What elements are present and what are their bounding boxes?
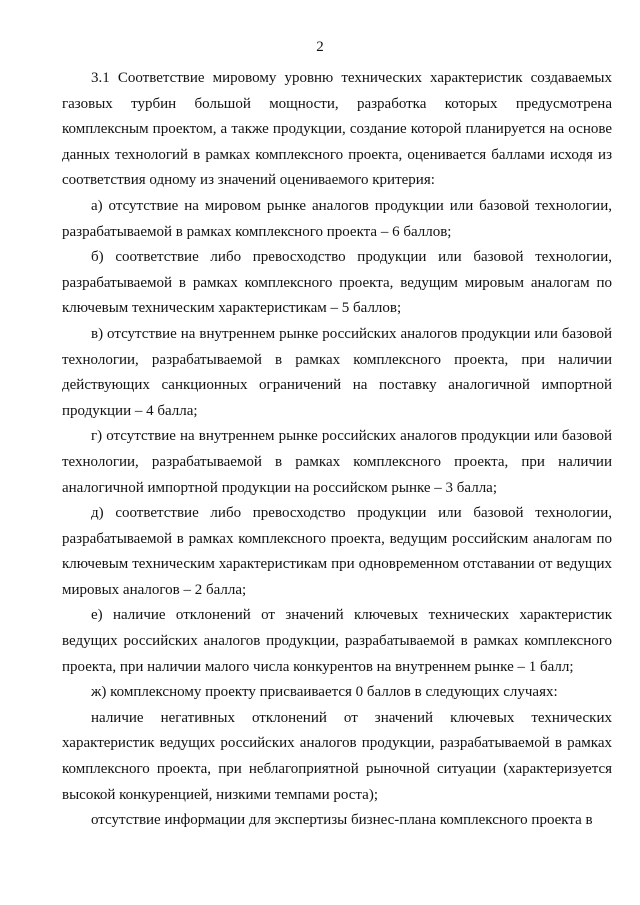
paragraph-3-1-criterion: 3.1 Соответствие мировому уровню технических характеристик создаваемых газовых турбин большой мощности, разработка которых предусмотрена комплексным проектом, а также продукции, создание которой планируется на основе данных технологий в рамках комплексного проекта, оценивается баллами исходя из соответствия одному из значений оцениваемого критерия: (62, 70, 612, 189)
paragraph-item-v: в) отсутствие на внутреннем рынке российских аналогов продукции или базовой технологии, разрабатываемой в рамках комплексного проекта, при наличии действующих санкционных ограничений на поставку аналогичной импортной продукции – 4 балла; (62, 325, 612, 419)
paragraph-item-d: д) соответствие либо превосходство продукции или базовой технологии, разрабатываемой в рамках комплексного проекта, ведущим российским аналогам по ключевым техническим характеристикам при одновременном отставании от ведущих мировых аналогов – 2 балла; (62, 505, 612, 598)
paragraph-item-e: е) наличие отклонений от значений ключевых технических характеристик ведущих российских аналогов продукции, разрабатываемой в рамках комплексного проекта, при наличии малого числа конкурентов на внутреннем рынке – 1 балл; (62, 607, 612, 675)
paragraph-zero-case-deviations: наличие негативных отклонений от значений ключевых технических характеристик ведущих российских аналогов продукции, разрабатываемой в рамках комплексного проекта, при неблагоприятной рыночной ситуации (характеризуется высокой конкуренцией, низкими темпами роста); (62, 709, 612, 803)
paragraph-item-b: б) соответствие либо превосходство продукции или базовой технологии, разрабатываемой в рамках комплексного проекта, ведущим мировым аналогам по ключевым техническим характеристикам – 5 баллов; (62, 249, 612, 317)
paragraph-item-g: г) отсутствие на внутреннем рынке российских аналогов продукции или базовой технологии, разрабатываемой в рамках комплексного проекта, при наличии аналогичной импортной продукции на российском рынке – 3 балла; (62, 428, 612, 496)
paragraph-item-a: а) отсутствие на мировом рынке аналогов продукции или базовой технологии, разрабатываемой в рамках комплексного проекта – 6 баллов; (62, 197, 612, 240)
paragraph-item-zh: ж) комплексному проекту присваивается 0 баллов в следующих случаях: (91, 684, 558, 701)
page-number: 2 (316, 39, 324, 55)
document-body (62, 66, 612, 834)
paragraph-zero-case-no-information: отсутствие информации для экспертизы бизнес-плана комплексного проекта в (91, 812, 593, 829)
